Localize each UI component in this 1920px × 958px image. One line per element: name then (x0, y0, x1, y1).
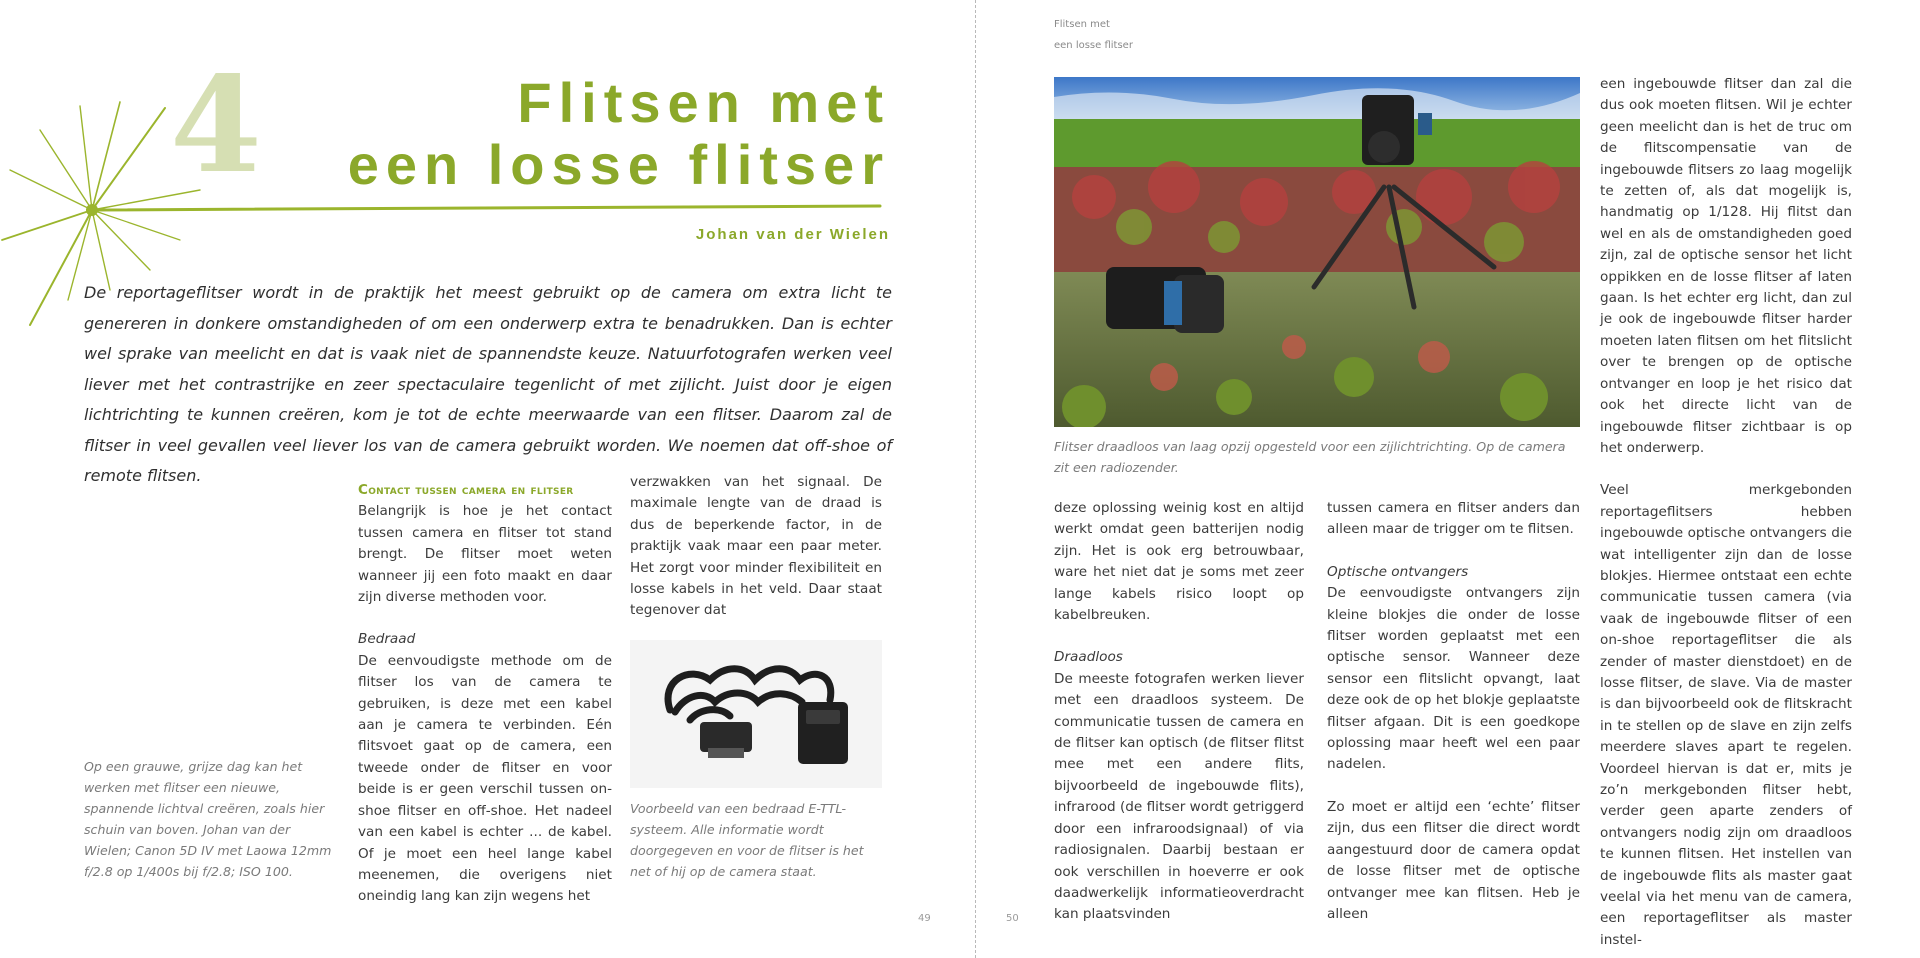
running-head-line-2: een losse flitser (1054, 40, 1133, 51)
chapter-title-line-2: een losse flitser (347, 133, 890, 196)
paragraph: De eenvoudigste methode om de flitser los van de camera te gebruiken, is deze met een kabel aan je camera te verbinden. Eén flitsvoet gaat op de camera, een tweede onder de flitser en voor beide is er geen verschil tussen on-shoe flitser en off-shoe. Het nadeel van een kabel is echter ... de kabel. Of je moet een heel lange kabel meenemen, die overigens niet oneindig lang kan zijn wegens het (358, 652, 612, 905)
subheading-draadloos: Draadloos (1054, 649, 1123, 666)
subheading-bedraad: Bedraad (358, 631, 416, 648)
section-heading: Contact tussen camera en flitser (358, 482, 574, 498)
paragraph: De meeste fotografen werken liever met een draadloos systeem. De communicatie tussen de camera en de flitser kan optisch (de flitser flitst mee met een andere flits, bijvoorbeeld de ingebouwde flits), infrarood (de flitser wordt getriggerd door een infraroodsignaal) of via radiosignalen. Daarbij bestaan er ook verschillen in hoeverre er ook daadwerkelijk informatieoverdracht kan plaatsvinden (1054, 670, 1304, 923)
flash-photo-caption: Flitser draadloos van laag opzij opgesteld voor een zijlichtrichting. Op de camera zit een radiozender. (1054, 439, 1566, 475)
paragraph: Belangrijk is hoe je het contact tussen camera en flitser tot stand brengt. De flitser moet weten wanneer jij een foto maakt en daar zijn diverse methoden voor. (358, 503, 612, 606)
paragraph: Zo moet er altijd een ‘echte’ flitser zijn, dus een flitser die direct wordt aangestuurd door de camera opdat de losse flitser met de optische ontvanger mee kan flitsen. Heb je alleen (1327, 798, 1580, 922)
subheading-optische-ontvangers: Optische ontvangers (1327, 563, 1469, 580)
chapter-number: 4 (170, 48, 262, 203)
paragraph: Veel merkgebonden reportageflitsers hebben ingebouwde optische ontvangers die wat intelligenter zijn dan de losse blokjes. Hiermee ontstaat een echte communicatie tussen camera (via vaak de ingebouwde flitser of een on-shoe reportageflitser die als zender of master dienstdoet) en de losse flitser, de slave. Via de master is dan bijvoorbeeld ook de flitskracht in te stellen op de slave en zijn zelfs meerdere slaves apart te regelen. Voordeel hiervan is dat er, mits je zo’n merkgebonden flitser hebt, verder geen aparte zenders of ontvangers nodig zijn om draadloos te kunnen flitsen. Het instellen van de ingebouwde flits als master gaat veelal via het menu van de camera, een reportageflitser als master instel- (1600, 482, 1852, 948)
right-column-b (1327, 498, 1580, 925)
page-number-right: 50 (1006, 913, 1019, 924)
paragraph: deze oplossing weinig kost en altijd werkt omdat geen batterijen nodig zijn. Het is ook erg betrouwbaar, ware het niet dat je soms met zeer lange kabels risico loopt op kabelbreuken. (1054, 500, 1304, 624)
paragraph: De eenvoudigste ontvangers zijn kleine blokjes die onder de losse flitser worden geplaatst met een optische sensor. Wanneer deze sensor een flitslicht opvangt, laat deze ook de op het blokje geplaatste flitser afgaan. Dit is een goedkope oplossing maar heeft wel een paar nadelen. (1327, 585, 1580, 773)
running-head (1054, 14, 1133, 56)
paragraph: verzwakken van het signaal. De maximale lengte van de draad is dus de beperkende factor, in de praktijk vaak maar een paar meter. Het zorgt voor minder flexibiliteit en losse kabels in het veld. Daar staat tegenover dat (630, 474, 882, 619)
side-photo-caption: Op een grauwe, grijze dag kan het werken met flitser een nieuwe, spannende lichtval creëren, zoals hier schuin van boven. Johan van der Wielen; Canon 5D IV met Laowa 12mm f/2.8 op 1/400s bij f/2.8; ISO 100. (84, 759, 332, 879)
right-column-a (1054, 498, 1304, 926)
cable-photo-caption: Voorbeeld van een bedraad E-TTL-systeem. Alle informatie wordt doorgegeven en voor de flitser is het net of hij op de camera staat. (630, 801, 864, 879)
paragraph: tussen camera en flitser anders dan alleen maar de trigger om te flitsen. (1327, 500, 1580, 538)
lead-paragraph: De reportageflitser wordt in de praktijk het meest gebruikt op de camera om extra licht te genereren in donkere omstandigheden of om een onderwerp extra te benadrukken. Dan is echter wel sprake van meelicht en dat is vaak niet de spannendste keuze. Natuurfotografen werken veel liever met het contrastrijke en zeer spectaculaire tegenlicht of met zijlicht. Juist door je eigen lichtrichting te kunnen creëren, kom je tot de echte meerwaarde van een flitser. Daarom zal de flitser in veel gevallen veel liever los van de camera gebruikt worden. We noemen dat off-shoe of remote flitsen. (84, 283, 892, 485)
page-number-left: 49 (918, 913, 931, 924)
author-name: Johan van der Wielen (695, 226, 890, 243)
paragraph: een ingebouwde flitser dan zal die dus ook moeten flitsen. Wil je echter geen meelicht dan is het de truc om de flitscompensatie van de ingebouwde flitsers zo laag mogelijk te zetten of, als dat mogelijk is, handmatig op 1/128. Hij flitst dan wel en als de omstandigheden goed zijn, zal de optische sensor het licht oppikken en de losse flitser af laten gaan. Is het echter erg licht, dan zul je ook de ingebouwde flitser harder moeten laten flitsen om het flitslicht over te brengen op de optische ontvanger en loop je het risico dat ook het directe licht van de ingebouwde flitser zichtbaar is op het onderwerp. (1600, 76, 1852, 456)
flash-photo (1054, 77, 1580, 427)
right-column-c (1600, 74, 1852, 951)
running-head-line-1: Flitsen met (1054, 19, 1110, 30)
chapter-title-line-1: Flitsen met (517, 71, 890, 134)
